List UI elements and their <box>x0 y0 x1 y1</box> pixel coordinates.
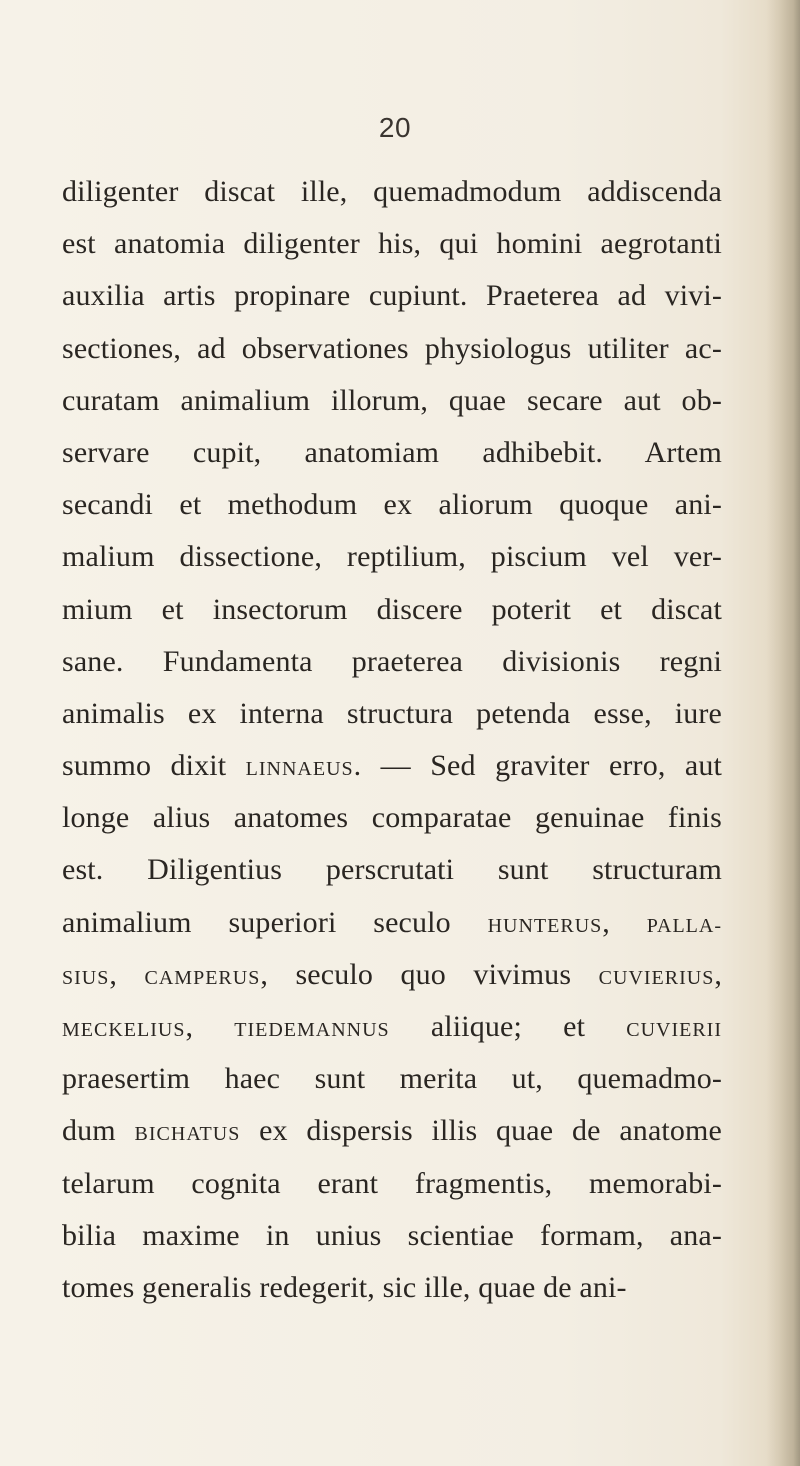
text-segment: bilia maxime in unius scientiae formam, ana- <box>62 1218 722 1252</box>
text-segment: telarum cognita erant fragmentis, memorabi- <box>62 1166 722 1200</box>
text-line <box>62 375 722 427</box>
author-name-smallcaps: MECKELIUS <box>62 1019 186 1041</box>
text-segment: est anatomia diligenter his, qui homini aegrotanti <box>62 227 722 261</box>
author-name-smallcaps: SIUS <box>62 966 110 989</box>
author-name-smallcaps: CAMPERUS <box>144 966 261 989</box>
text-line <box>62 792 722 844</box>
page-edge-shadow <box>766 0 800 1466</box>
text-segment: animalium superiori seculo <box>62 905 488 939</box>
text-line <box>62 844 722 896</box>
text-segment: est. Diligentius perscrutati sunt structuram <box>62 853 722 887</box>
text-segment: . — Sed graviter erro, aut <box>353 749 722 783</box>
text-line <box>62 636 722 688</box>
text-line <box>62 531 722 583</box>
text-segment: malium dissectione, reptilium, piscium vel ver- <box>62 540 722 574</box>
text-line <box>62 427 722 479</box>
text-line <box>62 270 722 322</box>
author-name-smallcaps: HUNTERUS <box>487 914 603 937</box>
author-name-smallcaps: BICHATUS <box>134 1123 241 1146</box>
text-segment: curatam animalium illorum, quae secare aut ob- <box>62 383 722 417</box>
text-segment: auxilia artis propinare cupiunt. Praeterea ad vivi- <box>62 279 722 313</box>
text-line <box>62 218 722 270</box>
body-text <box>62 166 722 1314</box>
text-line <box>62 479 722 531</box>
text-segment: ex dispersis illis quae de anatome <box>240 1114 722 1148</box>
text-segment: servare cupit, anatomiam adhibebit. Artem <box>62 435 722 469</box>
page-number: 20 <box>378 112 412 143</box>
author-name-smallcaps: LINNAEUS <box>245 758 354 781</box>
author-name-smallcaps: CUVIERIUS <box>598 966 715 989</box>
text-segment: sectiones, ad observationes physiologus utiliter ac- <box>62 331 722 365</box>
text-line <box>62 1158 722 1210</box>
text-segment: , <box>185 1010 235 1043</box>
text-line <box>62 688 722 740</box>
author-name-smallcaps: TIEDEMANNUS <box>234 1019 390 1041</box>
text-segment: dum <box>62 1114 135 1148</box>
text-segment: longe alius anatomes comparatae genuinae finis <box>62 801 722 835</box>
text-line <box>62 323 722 375</box>
text-line <box>62 1210 722 1262</box>
text-segment: , <box>602 905 647 939</box>
text-line <box>62 166 722 218</box>
text-segment: , seculo quo vivimus <box>260 957 599 991</box>
text-line <box>62 1053 722 1105</box>
text-segment: praesertim haec sunt merita ut, quemadmo- <box>62 1062 722 1096</box>
text-segment: tomes generalis redegerit, sic ille, quae de ani- <box>62 1270 627 1304</box>
text-segment: animalis ex interna structura petenda esse, iure <box>62 696 722 730</box>
text-line <box>62 1001 722 1053</box>
text-segment: secandi et methodum ex aliorum quoque ani- <box>62 488 722 522</box>
author-name-smallcaps: PALLA- <box>646 914 722 937</box>
text-line <box>62 949 722 1001</box>
text-line <box>62 1105 722 1157</box>
text-segment: , <box>714 957 722 991</box>
text-line <box>62 740 722 792</box>
text-segment: sane. Fundamenta praeterea divisionis regni <box>62 644 722 678</box>
text-line <box>62 584 722 636</box>
text-line <box>62 897 722 949</box>
text-segment: mium et insectorum discere poterit et discat <box>62 592 722 626</box>
text-segment: diligenter discat ille, quemadmodum addiscenda <box>62 175 722 208</box>
text-segment: aliique; et <box>389 1010 627 1043</box>
author-name-smallcaps: CUVIERII <box>626 1019 722 1041</box>
text-line <box>62 1262 722 1314</box>
text-segment: summo dixit <box>62 749 246 783</box>
text-segment: , <box>109 957 145 991</box>
